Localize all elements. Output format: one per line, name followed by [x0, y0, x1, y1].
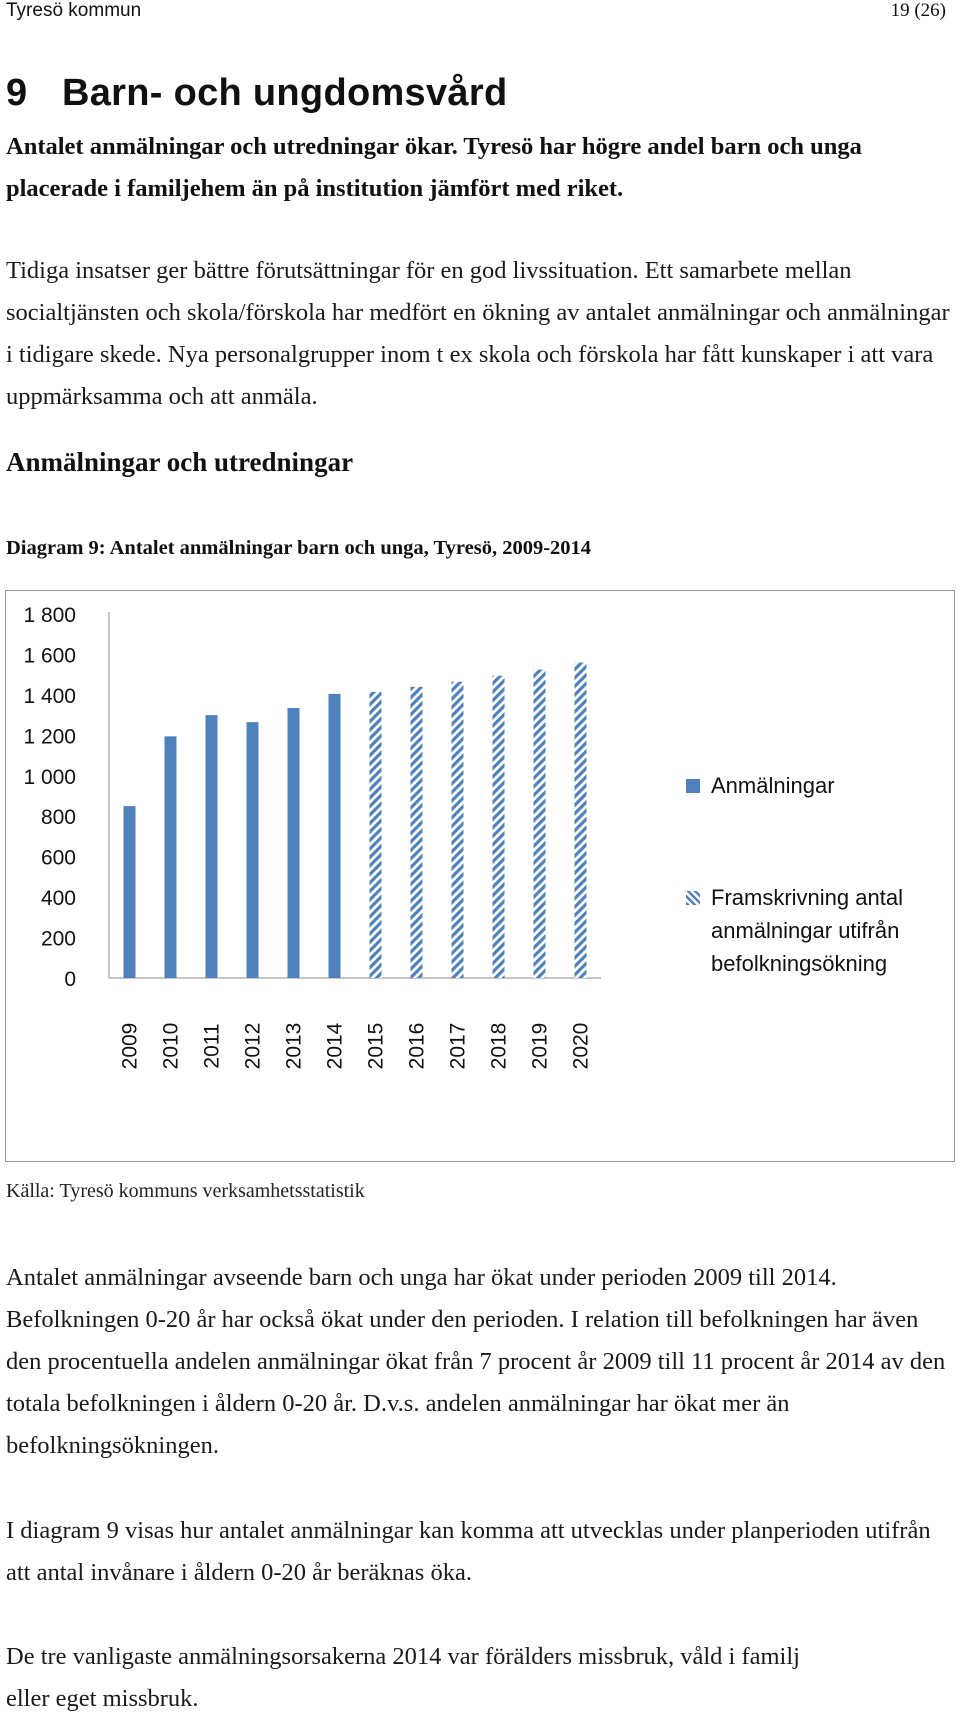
chart-canvas — [6, 591, 954, 1161]
y-tick-label: 600 — [40, 846, 76, 870]
y-tick-label: 1 000 — [23, 765, 76, 789]
body-paragraph-2: I diagram 9 visas hur antalet anmälningar kan komma att utvecklas under planperioden utifrån att antal invånare i åldern 0-20 år beräknas öka. — [6, 1517, 931, 1586]
x-tick-label-2016: 2016 — [405, 1022, 429, 1070]
y-tick-label: 0 — [64, 968, 76, 991]
bar-projection-2017 — [452, 682, 464, 978]
header-organization: Tyresö kommun — [6, 0, 142, 21]
body-paragraph-3 — [6, 1636, 960, 1720]
body-paragraph-3-line-2: eller eget missbruk. — [6, 1685, 199, 1712]
legend-label-anmalningar: Anmälningar — [711, 773, 835, 798]
bar-anmalningar-2010 — [165, 736, 177, 978]
legend-swatch-hatched — [686, 891, 700, 905]
x-tick-label-2018: 2018 — [487, 1022, 511, 1070]
x-tick-label-2020: 2020 — [569, 1022, 593, 1070]
body-paragraph-3-line-1: De tre vanligaste anmälningsorsakerna 2014 var förälders missbruk, våld i familj — [6, 1643, 800, 1670]
bar-anmalningar-2013 — [288, 708, 300, 978]
diagram-caption: Diagram 9: Antalet anmälningar barn och unga, Tyresö, 2009-2014 — [6, 537, 592, 559]
x-tick-label-2012: 2012 — [241, 1022, 265, 1070]
y-tick-label: 1 400 — [23, 684, 76, 708]
section-lead: Antalet anmälningar och utredningar ökar. Tyresö har högre andel barn och unga placerade i familjehem än på institution jämfört med riket. — [6, 133, 862, 202]
bar-anmalningar-2014 — [329, 694, 341, 978]
x-tick-label-2019: 2019 — [528, 1022, 552, 1070]
bar-projection-2015 — [370, 692, 382, 978]
y-tick-label: 1 600 — [23, 644, 76, 668]
y-tick-label: 1 200 — [23, 725, 76, 749]
x-tick-label-2014: 2014 — [323, 1022, 347, 1070]
y-tick-label: 400 — [40, 887, 76, 911]
x-tick-label-2010: 2010 — [159, 1022, 183, 1070]
x-tick-label-2011: 2011 — [200, 1023, 224, 1069]
source-note: Källa: Tyresö kommuns verksamhetsstatistik — [6, 1180, 365, 1202]
x-tick-label-2009: 2009 — [118, 1022, 142, 1070]
bar-anmalningar-2009 — [124, 806, 136, 978]
bar-projection-2016 — [411, 687, 423, 978]
section-number: 9 — [6, 72, 28, 114]
bar-projection-2020 — [575, 663, 587, 978]
bar-chart — [5, 590, 955, 1162]
section-heading — [6, 72, 507, 115]
x-tick-label-2013: 2013 — [282, 1022, 306, 1070]
legend-swatch-solid — [686, 779, 700, 793]
x-tick-label-2017: 2017 — [446, 1022, 470, 1070]
bar-projection-2018 — [493, 676, 505, 978]
bar-anmalningar-2012 — [247, 722, 259, 978]
body-paragraph-1: Antalet anmälningar avseende barn och unga har ökat under perioden 2009 till 2014. Befolkningen 0-20 år har också ökat under den perioden. I relation till befolkningen har även den procentuella andelen anmälningar ökat från 7 procent år 2009 till 11 procent år 2014 av den totala befolkningen i åldern 0-20 år. D.v.s. andelen anmälningar har ökat mer än befolkningsökningen. — [6, 1264, 946, 1459]
subheading: Anmälningar och utredningar — [6, 447, 354, 477]
section-title: Barn- och ungdomsvård — [62, 72, 508, 114]
page-number: 19 (26) — [890, 0, 946, 21]
bar-projection-2019 — [534, 670, 546, 978]
y-tick-label: 800 — [40, 806, 76, 830]
bar-anmalningar-2011 — [206, 715, 218, 978]
y-tick-label: 200 — [40, 927, 76, 951]
intro-paragraph: Tidiga insatser ger bättre förutsättningar för en god livssituation. Ett samarbete mellan socialtjänsten och skola/förskola har medfört en ökning av antalet anmälningar och anmälningar i tidigare skede. Nya personalgrupper inom t ex skola och förskola har fått kunskaper i att vara uppmärksamma och att anmäla. — [6, 257, 950, 410]
x-tick-label-2015: 2015 — [364, 1022, 388, 1070]
legend-label-framskrivning: Framskrivning antal anmälningar utifrån befolkningsökning — [711, 885, 903, 976]
y-tick-label: 1 800 — [23, 604, 76, 627]
